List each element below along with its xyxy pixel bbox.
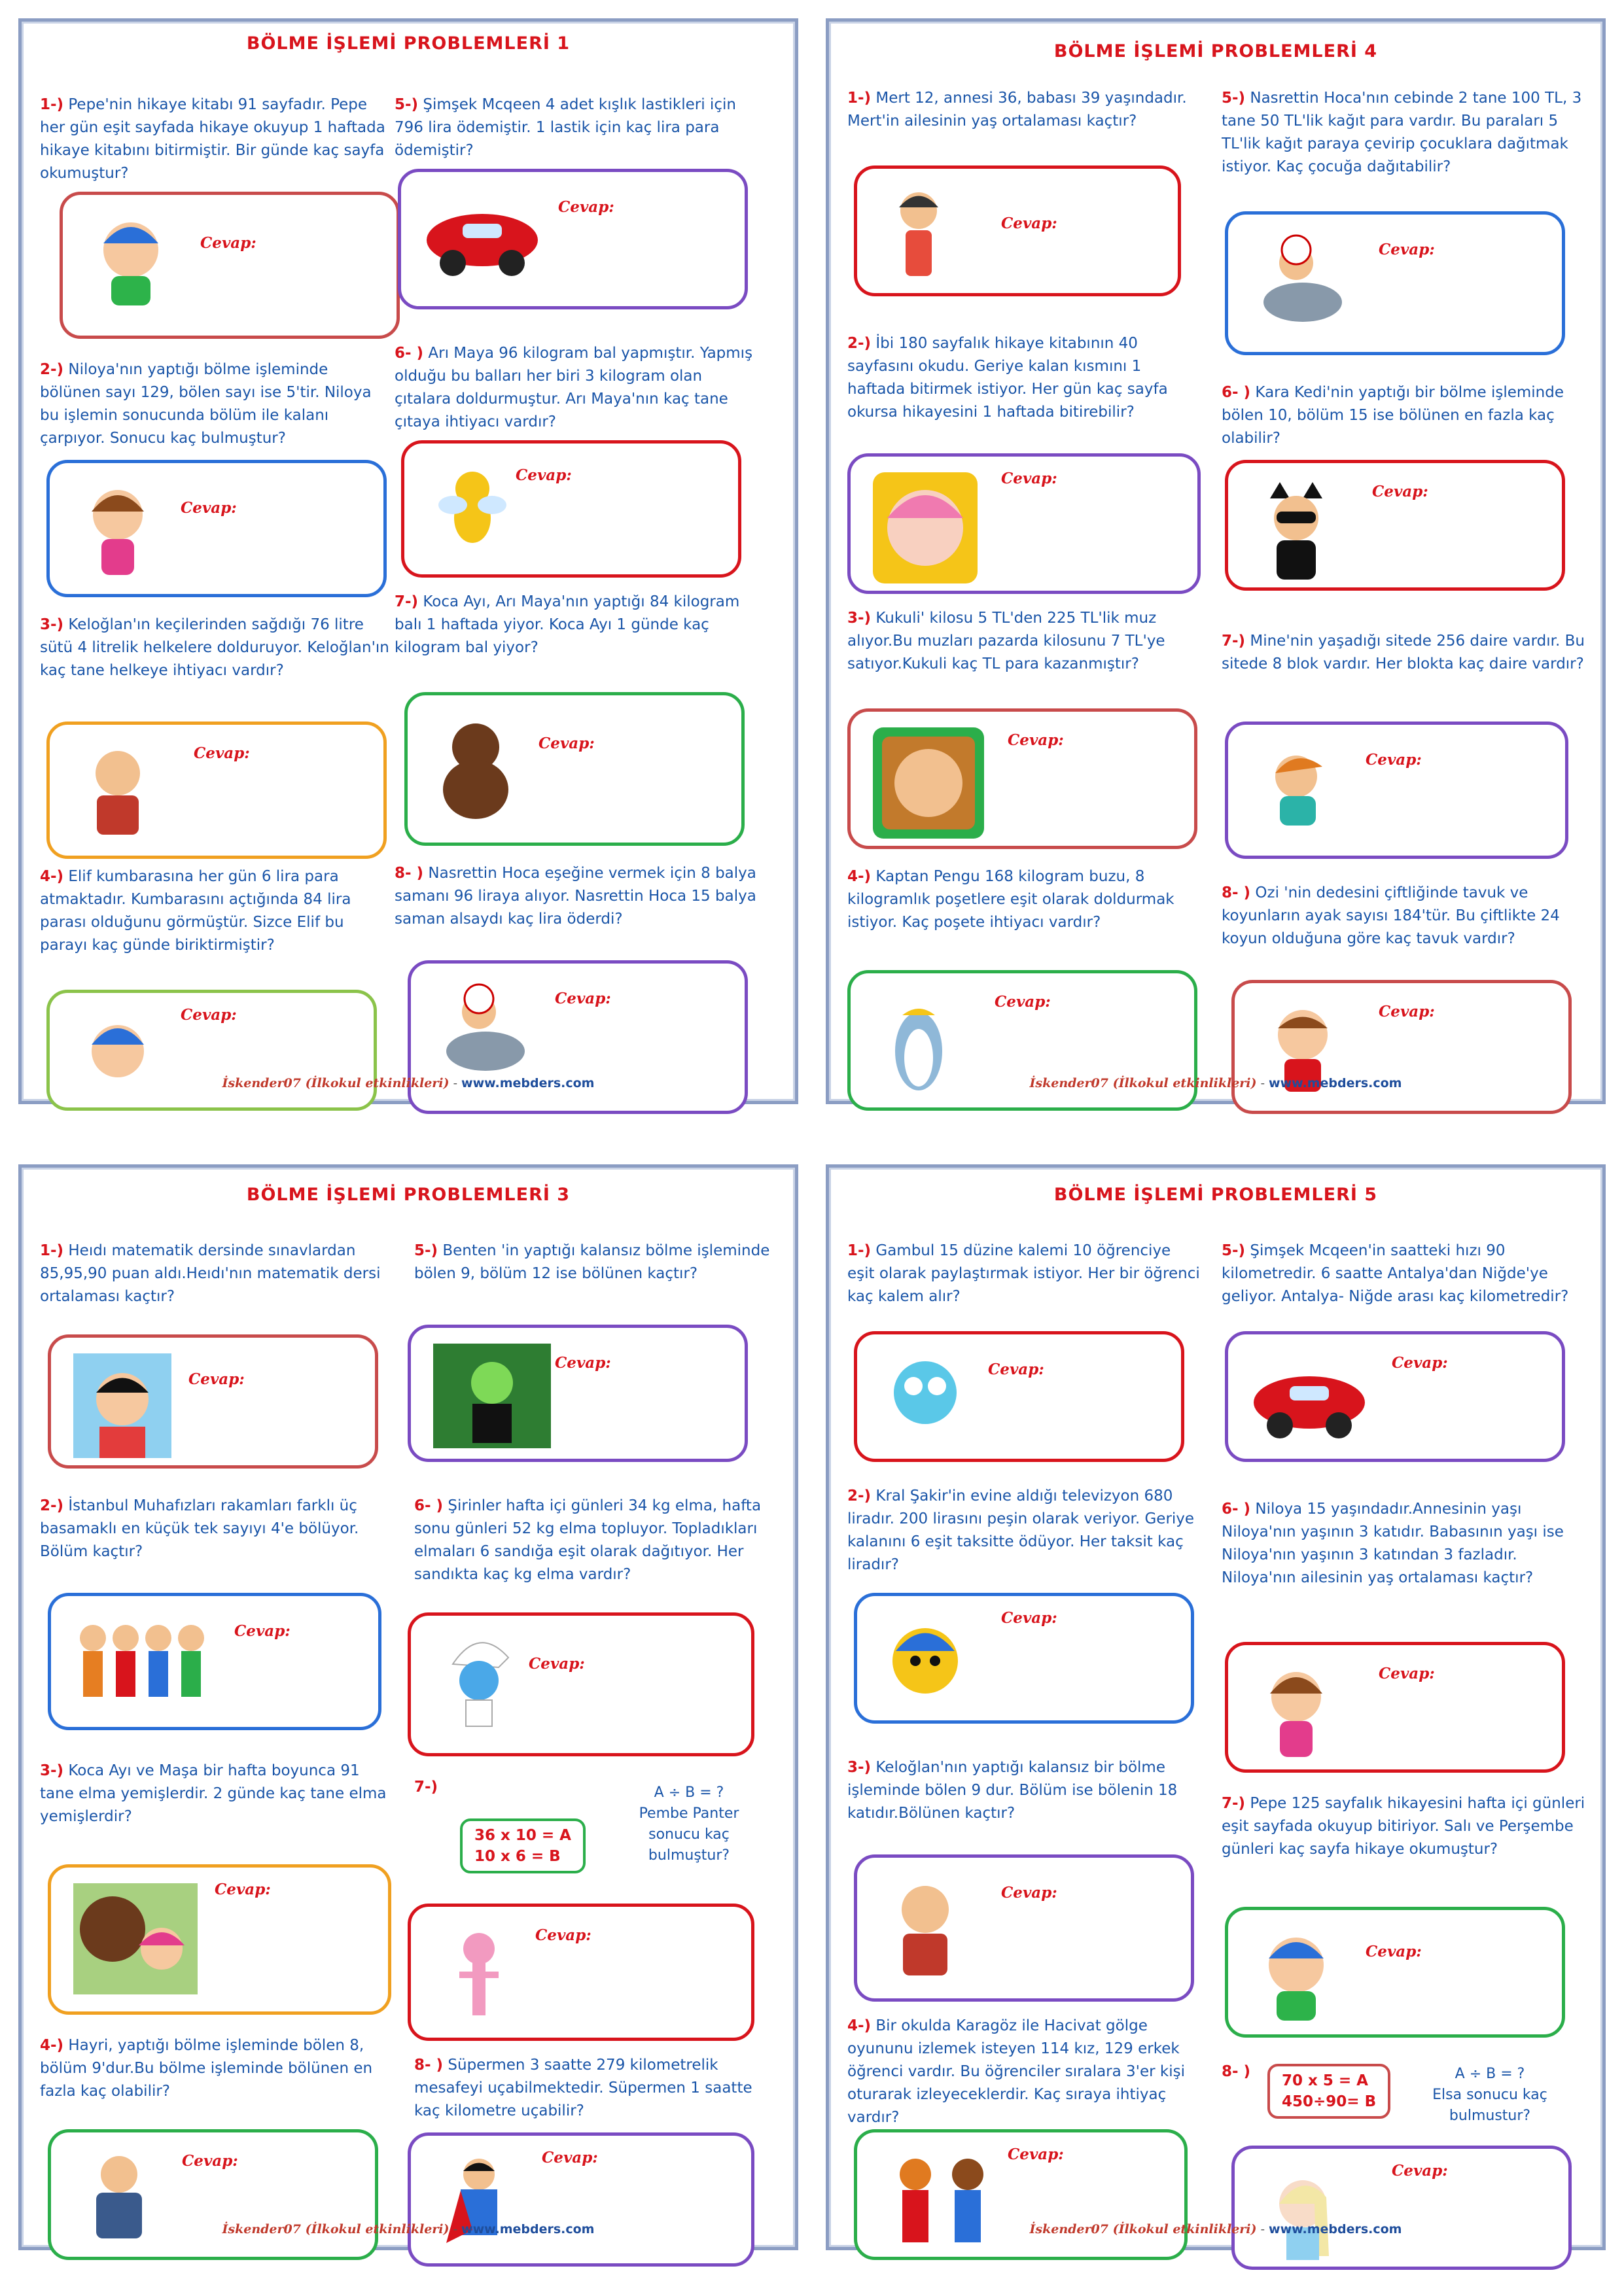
question-6: 6- ) Arı Maya 96 kilogram bal yapmıştır. Yapmış olduğu bu balları her biri 3 kilogram olan çıtalara doldurmuştur. Arı Maya'nın kaç tane çıtaya ihtiyacı vardır? (395, 345, 753, 430)
answer-box[interactable]: Cevap: (854, 1331, 1184, 1462)
question-5: 5-) Benten 'in yaptığı kalansız bölme işleminde bölen 9, bölüm 12 ise bölünen kaçtır? (414, 1242, 770, 1282)
question-1: 1-) Mert 12, annesi 36, babası 39 yaşındadır. Mert'in ailesinin yaş ortalaması kaçtır? (847, 90, 1187, 130)
answer-box[interactable]: Cevap: (1231, 2146, 1572, 2270)
answer-box[interactable]: Cevap: (847, 453, 1201, 594)
question-4: 4-) Kaptan Pengu 168 kilogram buzu, 8 kilogramlık poşetlere eşit olarak doldurmak istiyor. Kaç poşete ihtiyacı vardır? (847, 868, 1174, 931)
worksheet-3 (18, 1164, 798, 2250)
character-niloya-icon (72, 479, 164, 577)
question-2: 2-) Niloya'nın yaptığı bölme işleminde bölünen sayı 129, bölen sayı ise 5'tir. Niloya bu işlemin sonucunda bölüm ile kalanı çarpıyor. Sonucu kaç bulmuştur? (40, 361, 372, 447)
question-5: 5-) Şimşek Mcqeen'in saatteki hızı 90 kilometredir. 6 saatte Antalya'dan Niğde'ye geliyor. Antalya- Niğde arası kaç kilometredir? (1222, 1242, 1569, 1305)
question-6: 6- ) Kara Kedi'nin yaptığı bir bölme işleminde bölen 10, bölüm 15 ise bölünen en fazla kaç olabilir? (1222, 384, 1564, 447)
answer-box[interactable]: Cevap: (60, 192, 400, 339)
sheet-title: BÖLME İŞLEMİ PROBLEMLERİ 4 (1053, 41, 1378, 61)
answer-box[interactable]: Cevap: (408, 1325, 748, 1462)
answer-box[interactable]: Cevap: (46, 460, 387, 597)
question-8: 8- ) Ozi 'nin dedesini çiftliğinde tavuk ve koyunların ayak sayısı 184'tür. Bu çiftlikte 24 koyun olduğuna göre kaç tavuk vardır? (1222, 884, 1560, 947)
question-4: 4-) Bir okulda Karagöz ile Hacivat gölge oyununu izlemek isteyen 114 kız, 129 erkek öğrenci vardır. Bu öğrenciler sıralara 3'er kişi oturarak izleyeceklerdir. Kaç sıraya ihtiyaç vardır? (847, 2017, 1185, 2126)
character-guardians-icon (73, 1612, 224, 1710)
answer-box[interactable]: Cevap: (1225, 1907, 1565, 2038)
question-4: 4-) Elif kumbarasına her gün 6 lira para atmaktadır. Kumbarasını açtığında 84 lira parası olduğunu görmüştür. Sizce Elif bu parayı kaç günde biriktirmiştir? (40, 868, 351, 954)
answer-box[interactable]: Cevap: (854, 1593, 1194, 1724)
question-6: 6- ) Niloya 15 yaşındadır.Annesinin yaşı Niloya'nın yaşının 3 katıdır. Babasının yaşı ise Niloya'nın yaşının 3 katından 3 fazladır. Niloya'nın ailesinin yaş ortalaması kaçtır? (1222, 1501, 1564, 1586)
answer-box[interactable]: Cevap: (1225, 1331, 1565, 1462)
question-7: 7-) Koca Ayı, Arı Maya'nın yaptığı 84 kilogram balı 1 haftada yiyor. Koca Ayı 1 günde kaç kilogram bal yiyor? (395, 593, 740, 656)
question-8: 8- ) Süpermen 3 saatte 279 kilometrelik mesafeyi uçabilmektedir. Süpermen 1 saatte kaç kilometre uçabilir? (414, 2057, 752, 2119)
worksheet-1 (18, 18, 798, 1104)
question-5: 5-) Şimşek Mcqeen 4 adet kışlık lastikleri için 796 lira ödemiştir. 1 lastik için kaç lira para ödemiştir? (395, 96, 736, 159)
question-6: 6- ) Şirinler hafta içi günleri 34 kg elma, hafta sonu günleri 52 kg elma topluyor. Topladıkları elmaları 6 sandığa eşit olarak dağıtıyor. Her sandıkta kaç kg elma vardır? (414, 1497, 762, 1583)
character-heidi-icon (73, 1353, 165, 1452)
character-elsa-icon (1257, 2165, 1349, 2263)
answer-box[interactable]: Cevap: (847, 708, 1197, 849)
sheet-title: BÖLME İŞLEMİ PROBLEMLERİ 5 (1053, 1185, 1378, 1205)
question-2: 2-) İbi 180 sayfalık hikaye kitabının 40 sayfasını okudu. Geriye kalan kısmını 1 haftada bitirmek istiyor. Her gün kaç sayfa okursa hikayesini 1 haftada bitirebilir? (847, 335, 1168, 421)
character-ibi-icon (873, 472, 964, 570)
question-2: 2-) Kral Şakir'in evine aldığı televizyon 680 liradır. 200 lirasını peşin olarak veriyor. Geriye kalanını 6 eşit taksitte ödüyor. Her taksit kaç liradır? (847, 1487, 1195, 1573)
question-1: 1-) Pepe'nin hikaye kitabı 91 sayfadır. Pepe her gün eşit sayfada hikaye okuyup 1 haftada hikaye kitabını bitirmiştir. Bir günde kaç sayfa okumuştur? (40, 96, 385, 182)
footer: İskender07 (İlkokul etkinlikleri) - www.mebders.com (222, 1076, 595, 1090)
answer-box[interactable]: Cevap: (854, 165, 1181, 296)
question-3: 3-) Koca Ayı ve Maşa bir hafta boyunca 91 tane elma yemişlerdir. 2 günde kaç tane elma yemişlerdir? (40, 1762, 387, 1825)
question-1: 1-) Gambul 15 düzine kalemi 10 öğrenciye eşit olarak paylaştırmak istiyor. Her bir öğrenci kaç kalem alır? (847, 1242, 1200, 1305)
equation-box: 70 x 5 = A 450÷90= B (1267, 2064, 1390, 2119)
answer-box[interactable]: Cevap: (48, 1864, 391, 2015)
answer-box[interactable]: Cevap: (854, 2129, 1188, 2260)
answer-box[interactable]: Cevap: (46, 990, 377, 1111)
question-3: 3-) Kukuli' kilosu 5 TL'den 225 TL'lik muz alıyor.Bu muzları pazarda kilosunu 7 TL'ye satıyor.Kukuli kaç TL para kazanmıştır? (847, 610, 1165, 672)
question-5: 5-) Nasrettin Hoca'nın cebinde 2 tane 100 TL, 3 tane 50 TL'lik kağıt para vardır. Bu paraları 5 TL'lik kağıt paraya çevirip çocuklara dağıtmak istiyor. Kaç çocuğa dağıtabilir? (1222, 90, 1582, 175)
website-link[interactable]: www.mebders.com (1269, 2222, 1402, 2236)
question-7: 7-) Mine'nin yaşadığı sitede 256 daire vardır. Bu sitede 8 blok vardır. Her blokta kaç daire vardır? (1222, 633, 1585, 672)
answer-box[interactable]: Cevap: (1225, 1642, 1565, 1773)
character-keloglan-icon (72, 740, 164, 839)
question-2: 2-) İstanbul Muhafızları rakamları farklı üç basamaklı en küçük tek sayıyı 4'e bölüyor. Bölüm kaçtır? (40, 1497, 359, 1560)
character-hoca-icon (433, 979, 525, 1077)
equation-box: 36 x 10 = A 10 x 6 = B (460, 1818, 586, 1873)
website-link[interactable]: www.mebders.com (1269, 1076, 1402, 1090)
answer-box[interactable]: Cevap: (46, 722, 387, 859)
question-3: 3-) Keloğlan'ın keçilerinden sağdığı 76 litre sütü 4 litrelik helkelere dolduruyor. Keloğlan'ın kaç tane helkeye ihtiyacı vardır? (40, 616, 389, 679)
character-elif-icon (72, 1009, 164, 1107)
answer-box[interactable]: Cevap: (854, 1854, 1194, 2002)
question-8: 8- ) Nasrettin Hoca eşeğine vermek için 8 balya samanı 96 liraya alıyor. Nasrettin Hoca 15 balya saman alsaydı kaç lira öderdi? (395, 865, 756, 928)
character-bear-icon (430, 711, 521, 809)
website-link[interactable]: www.mebders.com (461, 2222, 595, 2236)
question-7: 7-) Pepe 125 sayfalık hikayesini hafta içi günleri eşit sayfada okuyup bitiriyor. Salı ve Perşembe günleri kaç sayfa hikaye okumuştur? (1222, 1795, 1585, 1858)
character-pepe-icon (1250, 1926, 1342, 2024)
character-pengu-icon (873, 989, 964, 1087)
character-mine-icon (1250, 740, 1342, 839)
answer-box[interactable]: Cevap: (408, 960, 748, 1114)
worksheet-5 (826, 1164, 1606, 2250)
character-ben10-icon (433, 1344, 551, 1442)
answer-box[interactable]: Cevap: (1225, 722, 1568, 859)
answer-box[interactable]: Cevap: (1231, 980, 1572, 1114)
answer-box[interactable]: Cevap: (398, 169, 748, 309)
answer-box[interactable]: Cevap: (404, 692, 745, 846)
character-kukuli-icon (873, 727, 964, 826)
character-smurf-icon (433, 1631, 525, 1730)
character-mert-icon (879, 184, 971, 283)
question-3: 3-) Keloğlan'nın yaptığı kalansız bir bölme işleminde bölen 9 dur. Bölüm ise bölenin 18 katıdır.Bölünen kaçtır? (847, 1759, 1178, 1822)
question-7: 7-) (414, 1779, 438, 1796)
answer-box[interactable]: Cevap: (401, 440, 741, 578)
character-keloglan-icon (879, 1873, 971, 1972)
question-4: 4-) Hayri, yaptığı bölme işleminde bölen 8, bölüm 9'dur.Bu bölme işleminde bölünen en fazla kaç olabilir? (40, 2037, 373, 2100)
answer-box[interactable]: Cevap: (408, 2132, 754, 2267)
character-niloya-icon (1250, 1661, 1342, 1759)
character-mcqueen-icon (1250, 1350, 1368, 1448)
website-link[interactable]: www.mebders.com (461, 1076, 595, 1090)
answer-box[interactable]: Cevap: (408, 1904, 754, 2041)
answer-box[interactable]: Cevap: (48, 1334, 378, 1469)
answer-box[interactable]: Cevap: (48, 2129, 378, 2260)
sheet-title: BÖLME İŞLEMİ PROBLEMLERİ 3 (246, 1185, 571, 1205)
answer-box[interactable]: Cevap: (48, 1593, 381, 1730)
character-sakir-icon (879, 1612, 971, 1710)
answer-box[interactable]: Cevap: (408, 1612, 754, 1756)
character-maya-icon (427, 459, 518, 557)
character-hoca-icon (1250, 230, 1342, 328)
footer: İskender07 (İlkokul etkinlikleri) - www.mebders.com (222, 2222, 595, 2236)
question-8-prompt: A ÷ B = ? Elsa sonucu kaç bulmustur? (1432, 2066, 1547, 2124)
footer: İskender07 (İlkokul etkinlikleri) - www.mebders.com (1029, 1076, 1402, 1090)
question-1: 1-) Heıdı matematik dersinde sınavlardan 85,95,90 puan aldı.Heıdı'nın matematik dersi ortalaması kaçtır? (40, 1242, 381, 1305)
footer: İskender07 (İlkokul etkinlikleri) - www.mebders.com (1029, 2222, 1402, 2236)
answer-box[interactable]: Cevap: (1225, 211, 1565, 355)
question-8: 8- ) (1222, 2063, 1251, 2080)
answer-box[interactable]: Cevap: (847, 970, 1197, 1111)
character-masha-bear-icon (73, 1883, 198, 1981)
character-pepe-icon (85, 211, 177, 309)
worksheet-4 (826, 18, 1606, 1104)
sheet-title: BÖLME İŞLEMİ PROBLEMLERİ 1 (246, 33, 571, 54)
character-gumball-icon (879, 1350, 971, 1448)
question-7-prompt: A ÷ B = ? Pembe Panter sonucu kaç bulmuştur? (639, 1784, 739, 1864)
character-pinkpanther-icon (433, 1922, 525, 2021)
answer-box[interactable]: Cevap: (1225, 460, 1565, 591)
character-catnoir-icon (1250, 479, 1342, 577)
character-mcqueen-icon (423, 188, 541, 286)
